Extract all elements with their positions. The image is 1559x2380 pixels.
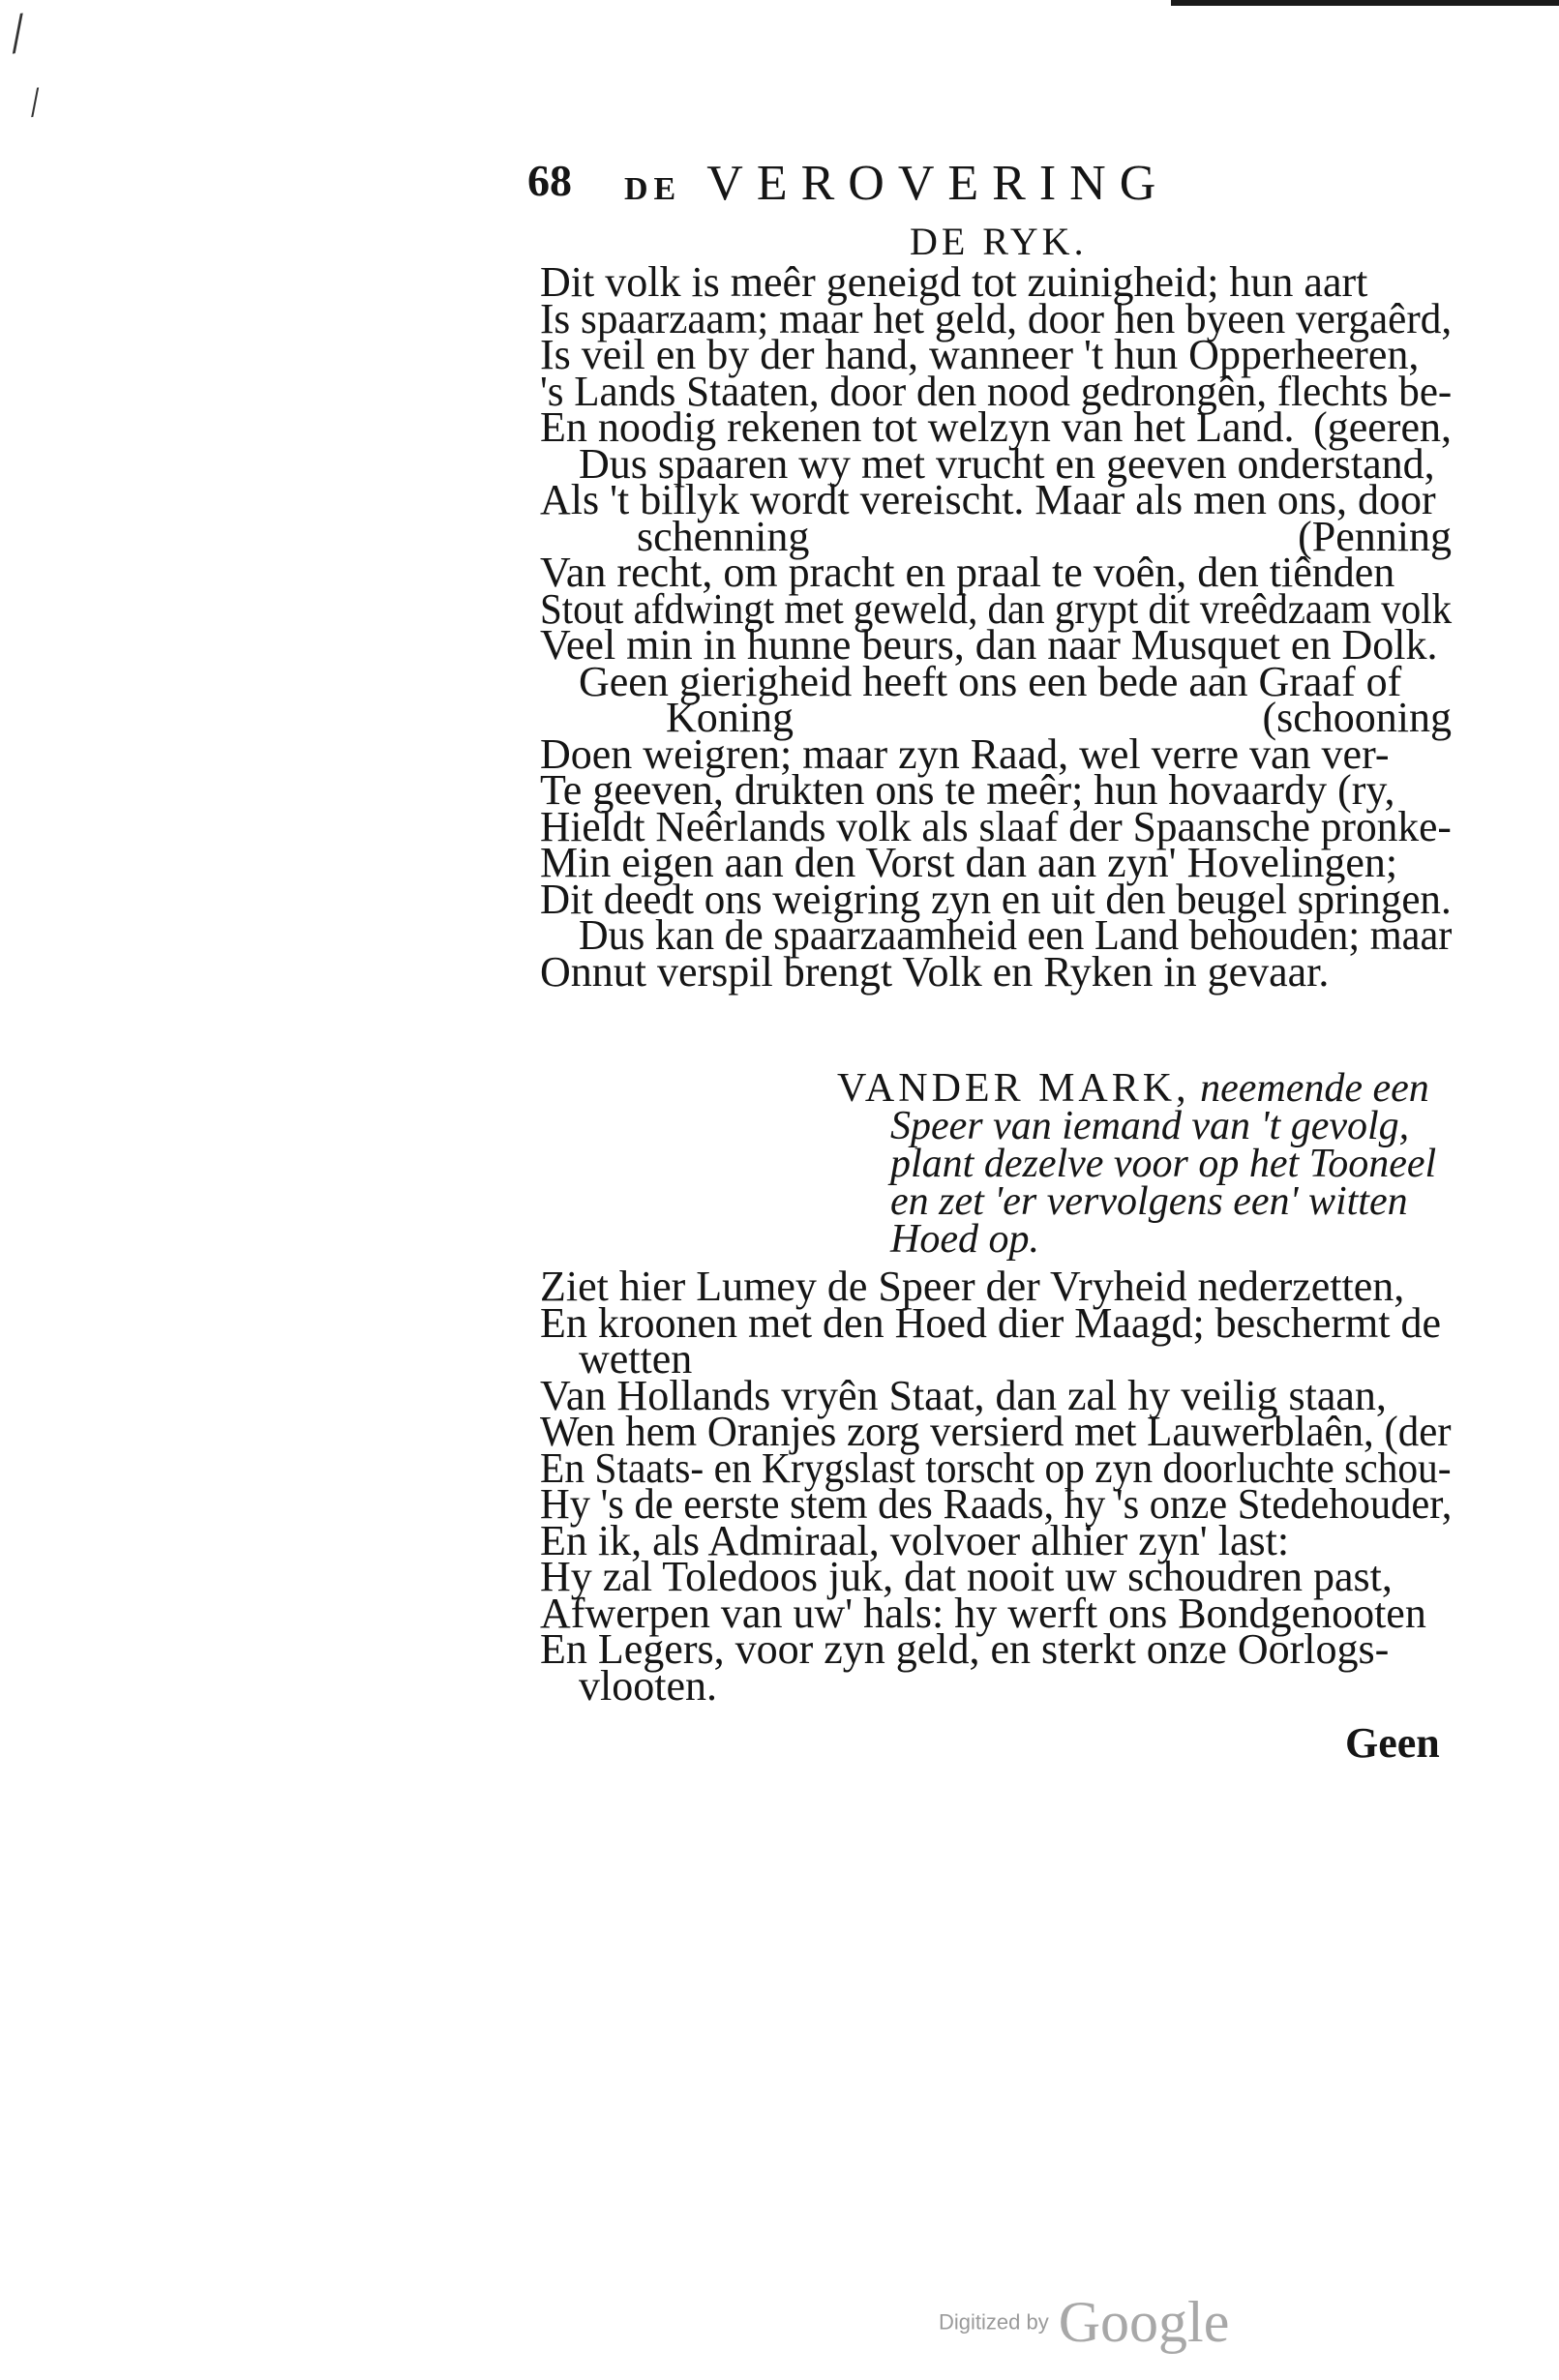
verse-line-text: Te geeven, drukten ons te meêr; hun hovaardy (ry, xyxy=(540,766,1395,814)
digitization-watermark xyxy=(939,2289,1229,2356)
verse-line-text: En Staats- en Krygslast torscht op zyn doorluchte schou- xyxy=(540,1443,1452,1492)
verse-line-text: Van Hollands vryên Staat, dan zal hy veilig staan, xyxy=(540,1371,1387,1419)
verse-line-text: Veel min in hunne beurs, dan naar Musquet en Dolk. xyxy=(540,621,1438,669)
speaker-name: DE RYK. xyxy=(910,220,1088,263)
verse-line-text: 's Lands Staaten, door den nood gedrongên, flechts be- xyxy=(540,367,1453,415)
stage-direction-line xyxy=(837,1068,1429,1109)
runover-text: (Penning xyxy=(1298,512,1452,560)
verse-line-text: Dus kan de spaarzaamheid een Land behouden; maar xyxy=(579,911,1453,959)
verse-line-text: En kroonen met den Hoed dier Maagd; beschermt de xyxy=(540,1298,1442,1347)
verse-line-text: Hy zal Toledoos juk, dat nooit uw schoudren past, xyxy=(540,1553,1393,1600)
verse-line-text: En noodig rekenen tot welzyn van het Land. xyxy=(540,403,1295,451)
verse-line-text: Wen hem Oranjes zorg versierd met Lauwerblaên, (der xyxy=(540,1408,1452,1455)
running-head-title: VEROVERING xyxy=(706,156,1170,211)
pen-mark: / xyxy=(25,77,45,127)
watermark-prefix: Digitized by xyxy=(939,2309,1049,2335)
pen-mark: / xyxy=(5,0,31,66)
stage-direction-line xyxy=(890,1144,1436,1184)
verse-line-text: Afwerpen van uw' hals: hy werft ons Bondgenooten xyxy=(540,1589,1426,1637)
verse-line-text: En Legers, voor zyn geld, en sterkt onze Oorlogs- xyxy=(540,1625,1390,1673)
stage-direction-text: Speer van iemand van 't gevolg, xyxy=(890,1104,1410,1148)
verse-line-text: schenning xyxy=(637,512,810,560)
scan-edge-shadow xyxy=(1171,0,1559,6)
verse-line-text: Van recht, om pracht en praal te voên, den tiênden xyxy=(540,549,1395,596)
stage-direction-speaker: VANDER MARK, xyxy=(837,1066,1190,1111)
verse-line-text: Dit deedt ons weigring zyn en uit den beugel springen. xyxy=(540,875,1452,923)
watermark-logo: Google xyxy=(1058,2290,1230,2354)
verse-line-text: Is spaarzaam; maar het geld, door hen byeen vergaêrd, xyxy=(540,294,1453,342)
catchword: Geen xyxy=(1345,1719,1440,1767)
verse-line-text: wetten xyxy=(579,1335,693,1383)
stage-direction-text: neemende een xyxy=(1200,1066,1429,1111)
verse-line xyxy=(579,1661,717,1710)
stage-direction-line xyxy=(890,1106,1409,1146)
verse-line-text: Ziet hier Lumey de Speer der Vryheid nederzetten, xyxy=(540,1263,1405,1310)
verse-line xyxy=(540,947,1330,996)
running-head xyxy=(624,155,1169,212)
stage-direction-line xyxy=(890,1219,1039,1260)
verse-line-text: Min eigen aan den Vorst dan aan zyn' Hovelingen; xyxy=(540,839,1398,886)
verse-line-text: vlooten. xyxy=(579,1661,717,1710)
stage-direction-line xyxy=(890,1181,1408,1222)
stage-direction-text: en zet 'er vervolgens een' witten xyxy=(890,1179,1408,1224)
verse-line-text: En ik, als Admiraal, volvoer alhier zyn' last: xyxy=(540,1516,1290,1564)
verse-line-text: Stout afdwingt met geweld, dan grypt dit vreêdzaam volk xyxy=(540,584,1453,633)
verse-line-text: Doen weigren; maar zyn Raad, wel verre van ver- xyxy=(540,729,1390,778)
stage-direction-text: Hoed op. xyxy=(890,1217,1039,1262)
verse-line-text: Hieldt Neêrlands volk als slaaf der Spaansche pronke- xyxy=(540,802,1452,850)
verse-line-text: Koning xyxy=(666,694,794,741)
page-number: 68 xyxy=(527,156,572,205)
page-header xyxy=(527,155,1456,223)
verse-line-text: Geen gierigheid heeft ons een bede aan Graaf of xyxy=(579,657,1402,705)
runover-text: (schooning xyxy=(1262,694,1452,741)
verse-line-text: Onnut verspil brengt Volk en Ryken in gevaar. xyxy=(540,947,1330,996)
runover-text: (geeren, xyxy=(1313,403,1452,451)
verse-line-text: Is veil en by der hand, wanneer 't hun Opperheeren, xyxy=(540,331,1420,378)
verse-line-text: Als 't billyk wordt vereischt. Maar als men ons, door xyxy=(540,476,1436,523)
verse-line-text: Dit volk is meêr geneigd tot zuinigheid; hun aart xyxy=(540,258,1368,306)
running-head-prefix: DE xyxy=(624,171,682,207)
verse-line-text: Hy 's de eerste stem des Raads, hy 's onze Stedehouder, xyxy=(540,1480,1453,1528)
verse-line-text: Dus spaaren wy met vrucht en geeven onderstand, xyxy=(579,439,1435,488)
stage-direction-text: plant dezelve voor op het Tooneel xyxy=(890,1142,1437,1186)
